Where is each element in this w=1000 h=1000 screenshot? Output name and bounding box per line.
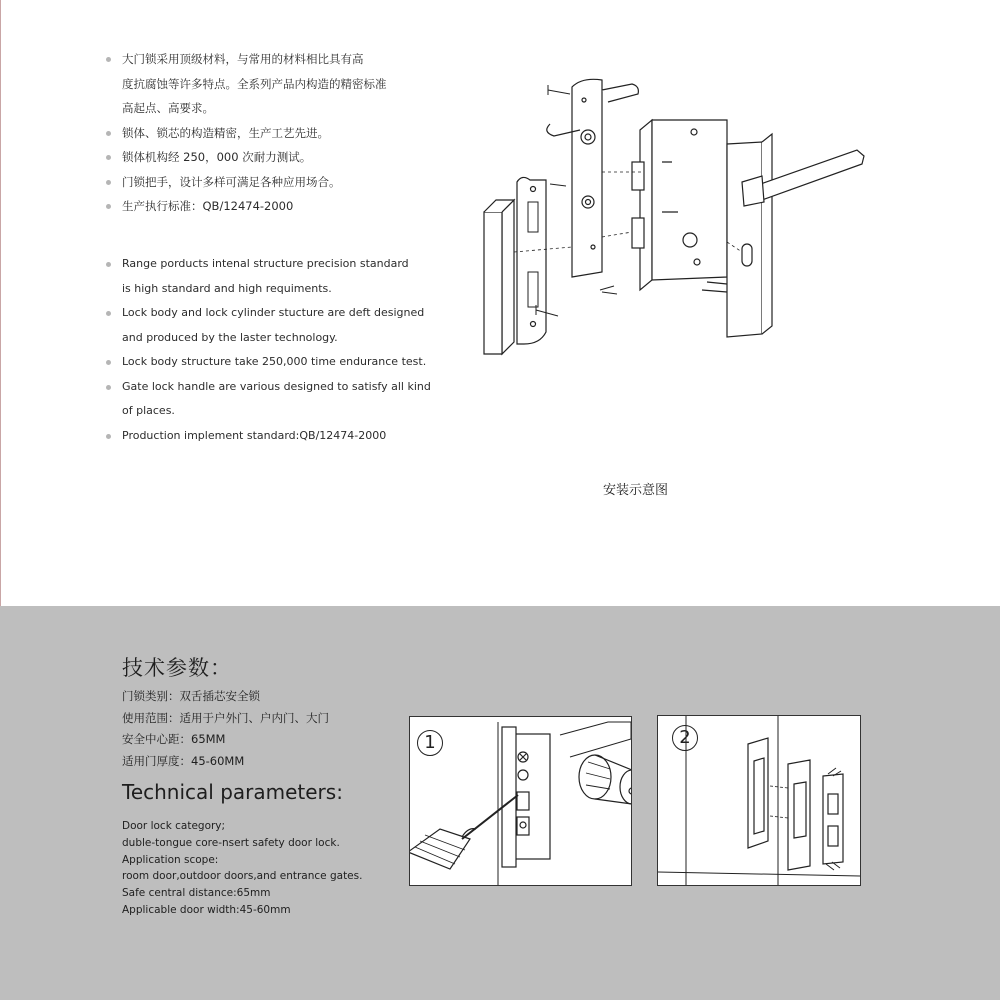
feature-cn-item: 大门锁采用顶级材料，与常用的材料相比具有高	[104, 47, 387, 72]
bullet-icon	[106, 385, 111, 390]
feature-en-item: Range porducts intenal structure precision standard	[104, 252, 431, 277]
bullet-icon	[106, 262, 111, 267]
strike-plate-illustration	[484, 177, 546, 354]
tech-en-line: Application scope:	[122, 853, 219, 866]
mortise-lock-body-illustration	[632, 120, 727, 290]
feature-cn-item: 门锁把手，设计多样可满足各种应用场合。	[104, 170, 387, 195]
bullet-icon	[106, 131, 111, 136]
bullet-icon	[106, 360, 111, 365]
tech-cn-line: 适用门厚度：45-60MM	[122, 753, 245, 768]
feature-cn-item: 锁体机构经 250，000 次耐力测试。	[104, 145, 387, 170]
feature-en-item: and produced by the laster technology.	[122, 330, 338, 344]
feature-en-item: is high standard and high requiments.	[122, 281, 332, 295]
tech-en-line: room door,outdoor doors,and entrance gates.	[122, 870, 363, 883]
tech-cn-line: 门锁类别：双舌插芯安全锁	[122, 689, 260, 703]
installation-exploded-diagram	[462, 72, 872, 372]
feature-cn-item: 锁体、锁芯的构造精密，生产工艺先进。	[104, 121, 387, 146]
feature-en-item: Production implement standard:QB/12474-2000	[104, 424, 431, 449]
bullet-icon	[106, 155, 111, 160]
left-margin-rule	[0, 0, 1, 606]
tech-lines-en	[122, 818, 362, 919]
tech-en-line: Applicable door width:45-60mm	[122, 903, 291, 916]
bullet-icon	[106, 434, 111, 439]
feature-cn-item: 高起点、高要求。	[122, 101, 214, 115]
tech-cn-line: 使用范围：适用于户外门、户内门、大门	[122, 710, 329, 725]
bullet-icon	[106, 57, 111, 62]
step-number-2: 2	[672, 725, 698, 751]
step-1-illustration	[410, 717, 631, 885]
feature-en-item: Lock body and lock cylinder stucture are deft designed	[104, 301, 431, 326]
tech-en-line: Safe central distance:65mm	[122, 887, 271, 900]
tech-cn-line: 安全中心距：65MM	[122, 732, 226, 746]
tech-en-line: duble-tongue core-nsert safety door lock.	[122, 836, 340, 849]
feature-en-item: Lock body structure take 250,000 time endurance test.	[104, 350, 431, 375]
step-1-panel	[409, 716, 632, 886]
step-2-panel	[657, 715, 861, 886]
step-number-1: 1	[417, 730, 443, 756]
features-list-en	[104, 252, 431, 448]
bullet-icon	[106, 204, 111, 209]
bullet-icon	[106, 180, 111, 185]
bullet-icon	[106, 311, 111, 316]
feature-en-item: Gate lock handle are various designed to satisfy all kind	[104, 375, 431, 400]
tech-title-en: Technical parameters:	[122, 780, 343, 804]
inner-handle-plate-illustration	[547, 79, 639, 277]
tech-en-line: Door lock category;	[122, 820, 226, 832]
lock-cylinder-illustration	[579, 755, 631, 804]
tech-lines-cn	[122, 686, 329, 772]
feature-en-item: of places.	[122, 404, 175, 417]
tech-title-cn: 技术参数：	[122, 656, 232, 680]
diagram-caption: 安装示意图	[603, 483, 669, 498]
feature-cn-item: 度抗腐蚀等许多特点。全系列产品内构造的精密标准	[122, 76, 387, 91]
feature-cn-item: 生产执行标准：QB/12474-2000	[104, 194, 387, 219]
features-list-cn	[104, 47, 387, 219]
